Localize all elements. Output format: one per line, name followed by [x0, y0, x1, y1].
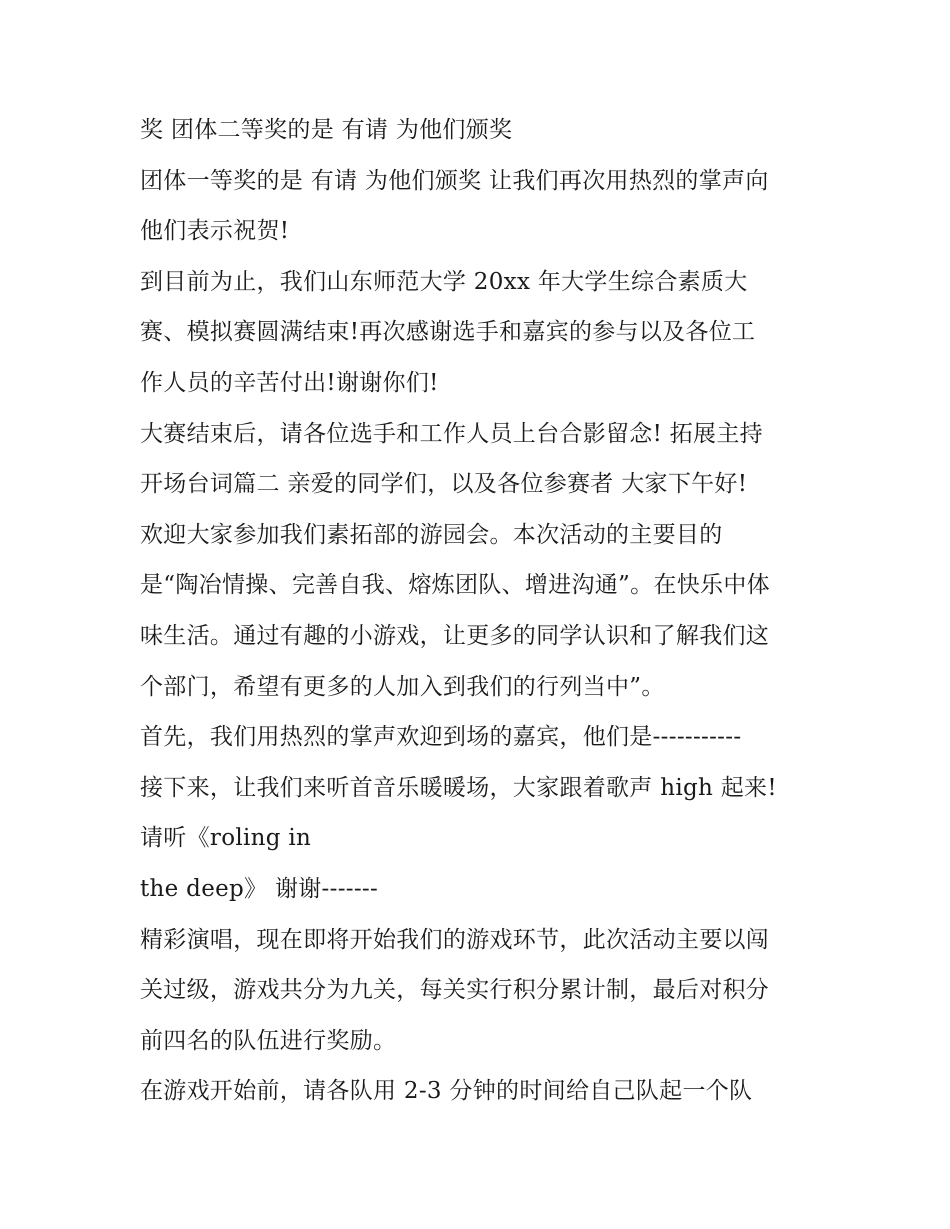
text-line: 团体一等奖的是 有请 为他们颁奖 让我们再次用热烈的掌声向 — [140, 167, 769, 194]
text-line: 作人员的辛苦付出!谢谢你们! — [140, 369, 439, 396]
text-line: 奖 团体二等奖的是 有请 为他们颁奖 — [140, 117, 513, 143]
text-line: 开场台词篇二 亲爱的同学们，以及各位参赛者 大家下午好! — [140, 471, 748, 498]
text-line: 他们表示祝贺! — [140, 218, 290, 245]
text-line: 个部门，希望有更多的人加入到我们的行列当中”。 — [140, 673, 665, 700]
text-line: 大赛结束后，请各位选手和工作人员上台合影留念! 拓展主持 — [140, 420, 763, 447]
text-line: 接下来，让我们来听首音乐暖暖场，大家跟着歌声 high 起来! — [140, 774, 777, 801]
text-line: 前四名的队伍进行奖励。 — [140, 1027, 397, 1054]
text-line: 在游戏开始前，请各队用 2-3 分钟的时间给自己队起一个队 — [140, 1078, 753, 1105]
text-line: 到目前为止，我们山东师范大学 20xx 年大学生综合素质大 — [140, 268, 748, 295]
text-line: the deep》 谢谢------- — [140, 875, 379, 902]
text-line: 精彩演唱，现在即将开始我们的游戏环节，此次活动主要以闯 — [140, 926, 770, 953]
text-line: 欢迎大家参加我们素拓部的游园会。本次活动的主要目的 — [140, 521, 723, 548]
text-line: 请听《roling in — [140, 825, 312, 852]
text-line: 关过级，游戏共分为九关，每关实行积分累计制，最后对积分 — [140, 977, 770, 1004]
text-line: 是“陶冶情操、完善自我、熔炼团队、增进沟通”。在快乐中体 — [140, 572, 770, 599]
text-line: 首先，我们用热烈的掌声欢迎到场的嘉宾，他们是----------- — [140, 724, 742, 751]
text-line: 赛、模拟赛圆满结束!再次感谢选手和嘉宾的参与以及各位工 — [140, 319, 756, 346]
text-line: 味生活。通过有趣的小游戏，让更多的同学认识和了解我们这 — [140, 622, 770, 649]
document-body — [140, 105, 820, 1117]
